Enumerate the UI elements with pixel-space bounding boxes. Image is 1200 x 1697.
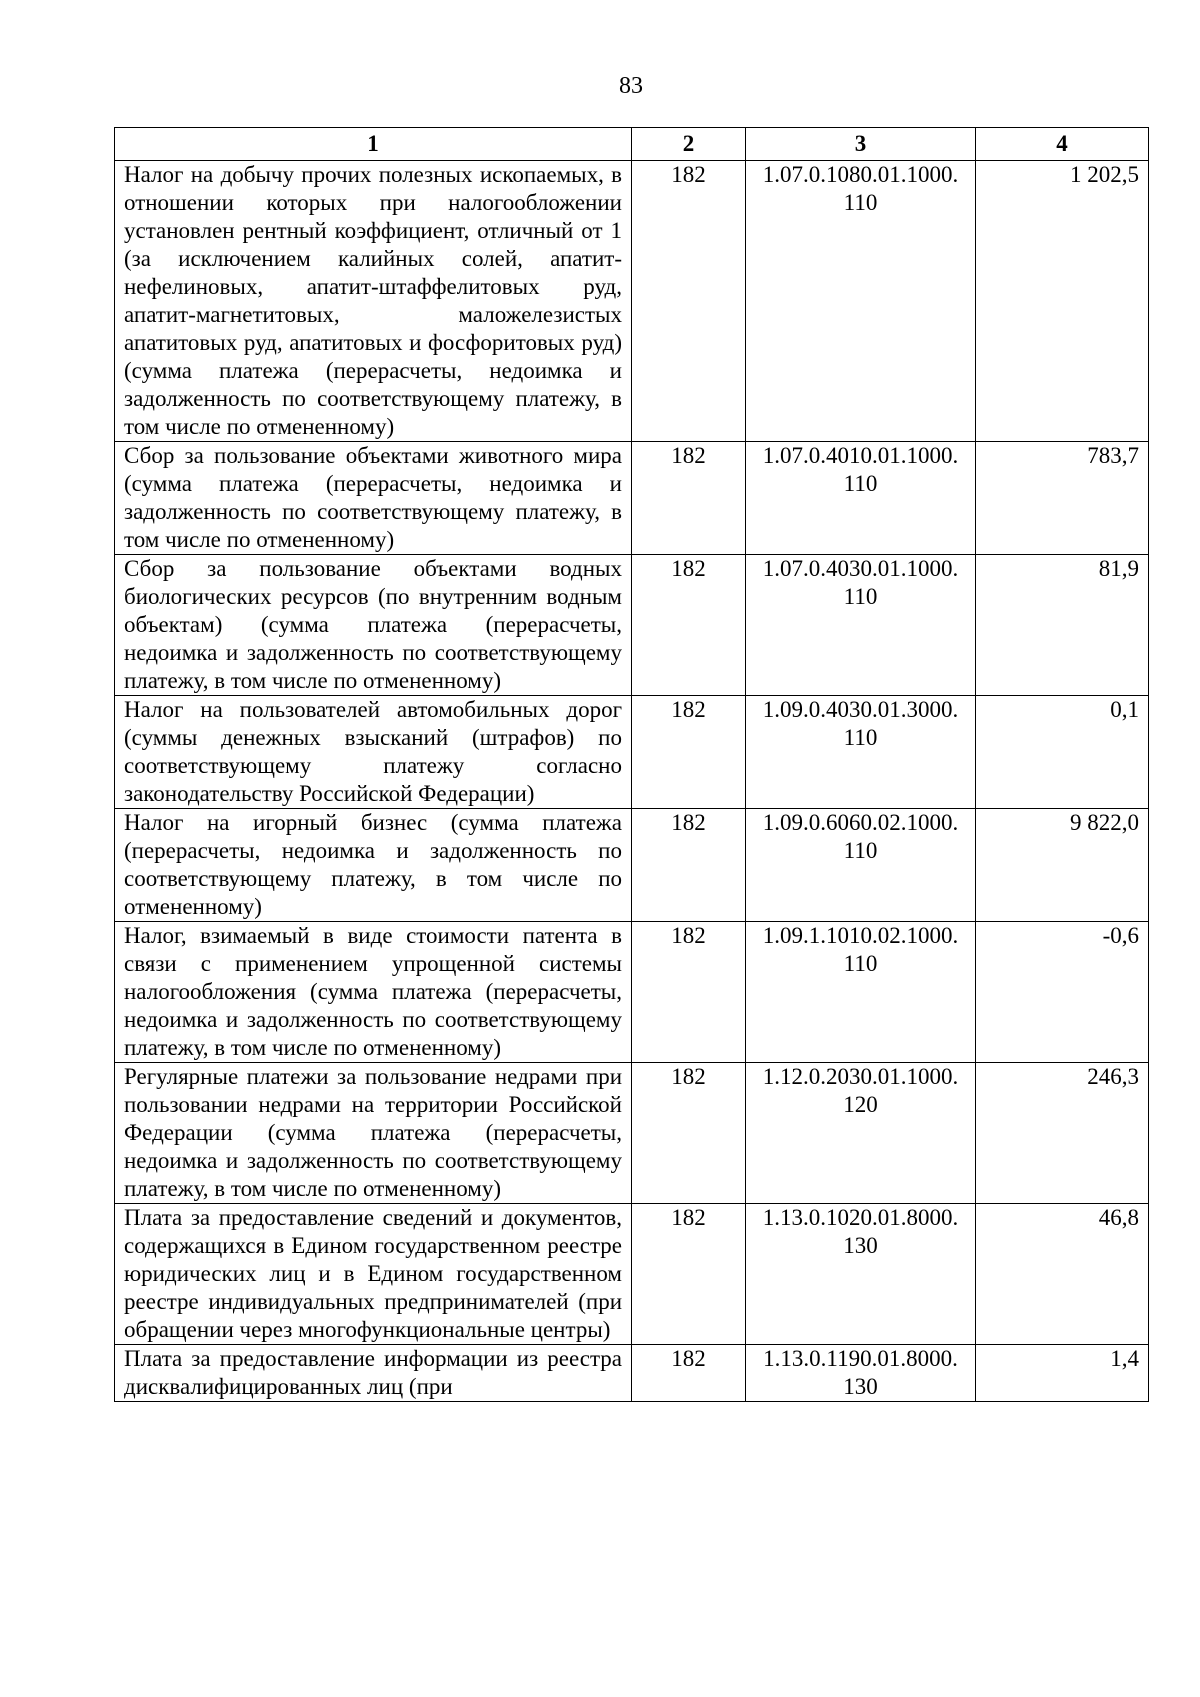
column-header: 1 — [115, 128, 632, 161]
table-body — [115, 161, 1149, 1402]
amount-cell: 1,4 — [976, 1345, 1149, 1402]
amount-cell: 0,1 — [976, 696, 1149, 809]
table-row — [115, 922, 1149, 1063]
income-name-cell: Налог на добычу прочих полезных ископаемых, в отношении которых при налогообложении установлен рентный коэффициент, отличный от 1 (за исключением калийных солей, апатит-нефелиновых, апатит-штаффелитовых руд, апатит-магнетитовых, маложелезистых апатитовых руд, апатитовых и фосфоритовых руд) (сумма платежа (перерасчеты, недоимка и задолженность по соответствующему платежу, в том числе по отмененному) — [115, 161, 632, 442]
column-header: 3 — [746, 128, 976, 161]
admin-code-cell: 182 — [632, 442, 746, 555]
income-name-cell: Налог на игорный бизнес (сумма платежа (перерасчеты, недоимка и задолженность по соответствующему платежу, в том числе по отмененному) — [115, 809, 632, 922]
income-name-cell: Налог на пользователей автомобильных дорог (суммы денежных взысканий (штрафов) по соответствующему платежу согласно законодательству Российской Федерации) — [115, 696, 632, 809]
budget-code-cell: 1.07.0.4030.01.1000. 110 — [746, 555, 976, 696]
budget-code-cell: 1.09.1.1010.02.1000. 110 — [746, 922, 976, 1063]
page-number: 83 — [619, 73, 643, 99]
income-name-cell: Сбор за пользование объектами животного мира (сумма платежа (перерасчеты, недоимка и задолженность по соответствующему платежу, в том числе по отмененному) — [115, 442, 632, 555]
income-name-cell: Сбор за пользование объектами водных биологических ресурсов (по внутренним водным объектам) (сумма платежа (перерасчеты, недоимка и задолженность по соответствующему платежу, в том числе по отмененному) — [115, 555, 632, 696]
income-name-cell: Плата за предоставление сведений и документов, содержащихся в Едином государственном реестре юридических лиц и в Едином государственном реестре индивидуальных предпринимателей (при обращении через многофункциональные центры) — [115, 1204, 632, 1345]
amount-cell: 46,8 — [976, 1204, 1149, 1345]
amount-cell: 81,9 — [976, 555, 1149, 696]
budget-code-cell: 1.07.0.1080.01.1000. 110 — [746, 161, 976, 442]
budget-code-cell: 1.07.0.4010.01.1000. 110 — [746, 442, 976, 555]
table-row — [115, 696, 1149, 809]
admin-code-cell: 182 — [632, 1063, 746, 1204]
header-row — [115, 128, 1149, 161]
admin-code-cell: 182 — [632, 555, 746, 696]
table-row — [115, 1204, 1149, 1345]
admin-code-cell: 182 — [632, 922, 746, 1063]
column-header: 4 — [976, 128, 1149, 161]
income-name-cell: Налог, взимаемый в виде стоимости патента в связи с применением упрощенной системы налогообложения (сумма платежа (перерасчеты, недоимка и задолженность по соответствующему платежу, в том числе по отмененному) — [115, 922, 632, 1063]
income-name-cell: Регулярные платежи за пользование недрами при пользовании недрами на территории Российской Федерации (сумма платежа (перерасчеты, недоимка и задолженность по соответствующему платежу, в том числе по отмененному) — [115, 1063, 632, 1204]
table-row — [115, 442, 1149, 555]
column-header: 2 — [632, 128, 746, 161]
amount-cell: 1 202,5 — [976, 161, 1149, 442]
amount-cell: 783,7 — [976, 442, 1149, 555]
budget-code-cell: 1.13.0.1190.01.8000. 130 — [746, 1345, 976, 1402]
admin-code-cell: 182 — [632, 161, 746, 442]
admin-code-cell: 182 — [632, 1204, 746, 1345]
table-row — [115, 809, 1149, 922]
budget-code-cell: 1.13.0.1020.01.8000. 130 — [746, 1204, 976, 1345]
admin-code-cell: 182 — [632, 1345, 746, 1402]
budget-code-cell: 1.09.0.4030.01.3000. 110 — [746, 696, 976, 809]
table-row — [115, 1345, 1149, 1402]
table-row — [115, 555, 1149, 696]
admin-code-cell: 182 — [632, 809, 746, 922]
amount-cell: -0,6 — [976, 922, 1149, 1063]
table-row — [115, 1063, 1149, 1204]
budget-code-cell: 1.12.0.2030.01.1000. 120 — [746, 1063, 976, 1204]
amount-cell: 246,3 — [976, 1063, 1149, 1204]
budget-table — [114, 127, 1149, 1402]
table-row — [115, 161, 1149, 442]
amount-cell: 9 822,0 — [976, 809, 1149, 922]
budget-code-cell: 1.09.0.6060.02.1000. 110 — [746, 809, 976, 922]
admin-code-cell: 182 — [632, 696, 746, 809]
income-name-cell: Плата за предоставление информации из реестра дисквалифицированных лиц (при — [115, 1345, 632, 1402]
